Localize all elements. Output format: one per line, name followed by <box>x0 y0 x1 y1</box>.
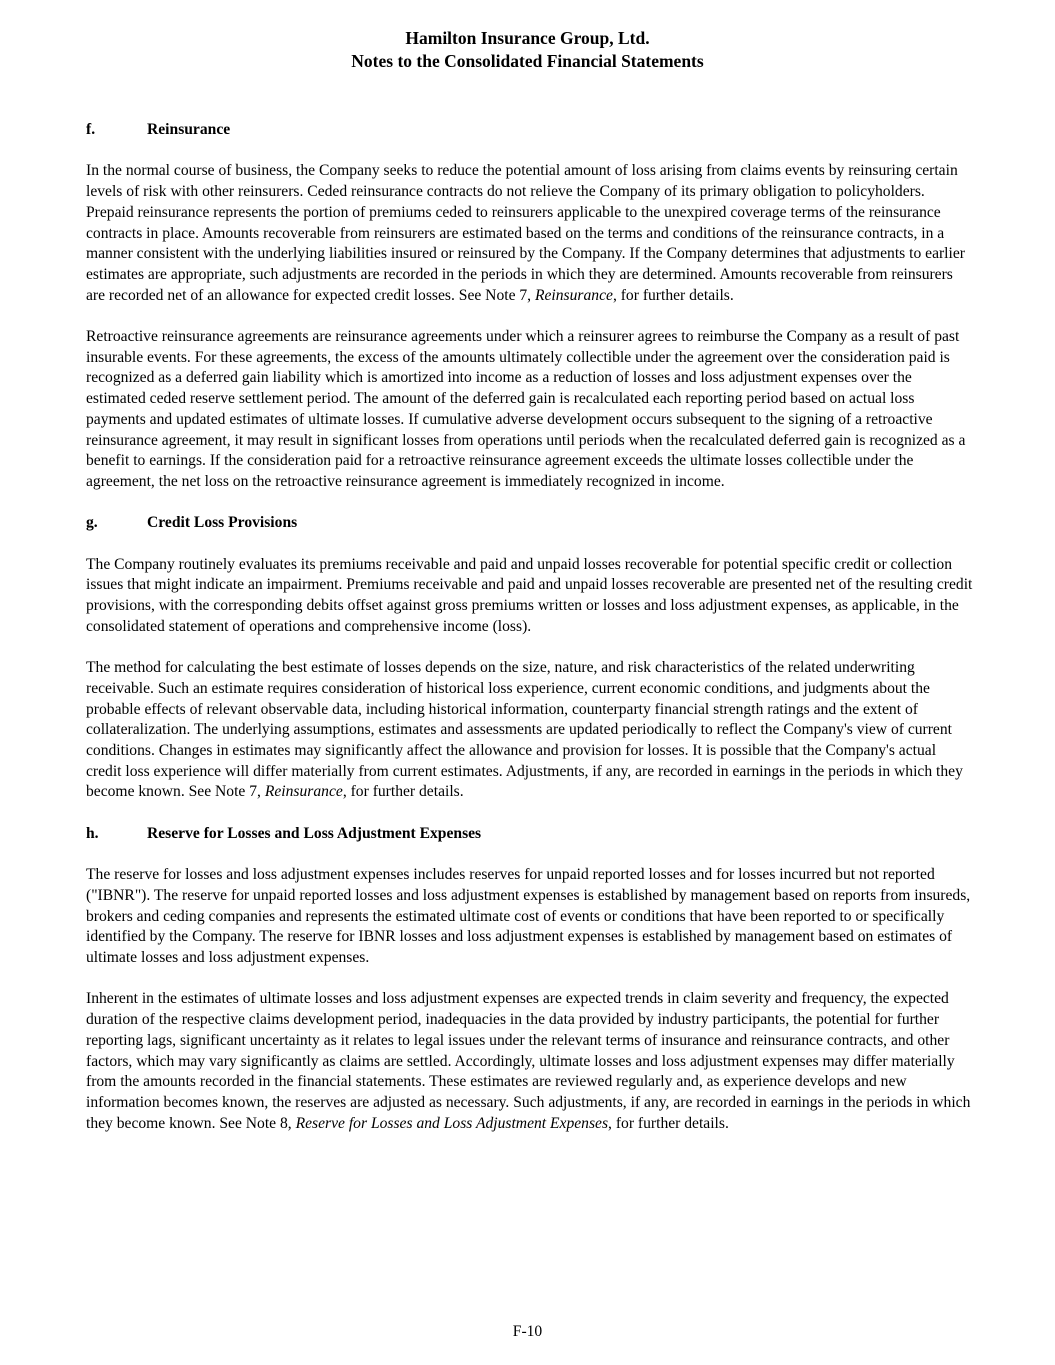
section-letter: h. <box>86 824 99 842</box>
note-reference: Reinsurance <box>264 783 343 801</box>
reinsurance-paragraph-2: Retroactive reinsurance agreements are reinsurance agreements under which a reinsurer agrees to reimburse the Company as a result of past insurable events. For these agreements, the excess of the amounts ultimately collectible under the agreement over the consideration paid is recognized as a deferred gain liability which is amortized into income as a reduction of losses and loss adjustment expenses over the estimated ceded reserve settlement period. The amount of the deferred gain is recalculated each reporting period based on actual loss payments and updated estimates of ultimate losses. If cumulative adverse development occurs subsequent to the signing of a retroactive reinsurance agreement, it may result in significant losses from operations until periods when the recalculated deferred gain is recognized as a benefit to earnings. If the consideration paid for a retroactive reinsurance agreement exceeds the ultimate losses collectible under the agreement, the net loss on the retroactive reinsurance agreement is immediately recognized in income. <box>86 328 966 490</box>
section-title: Credit Loss Provisions <box>147 514 298 532</box>
section-heading-reinsurance <box>86 120 974 141</box>
section-title: Reinsurance <box>147 121 231 138</box>
reinsurance-paragraph-1: In the normal course of business, the Company seeks to reduce the potential amount of loss arising from claims events by reinsuring certain levels of risk with other reinsurers. Ceded reinsurance contracts do not relieve the Company of its primary obligation to policyholders. Prepaid reinsurance represents the portion of premiums ceded to reinsurers applicable to the unexpired coverage terms of the reinsurance contracts in place. Amounts recoverable from reinsurers are estimated based on the terms and conditions of the reinsurance contracts, in a manner consistent with the underlying liabilities insured or reinsured by the Company. If the Company determines that adjustments to earlier estimates are appropriate, such adjustments are recorded in the periods in which they are determined. Amounts recoverable from reinsurers are recorded net of an allowance for expected credit losses. See Note 7, Reinsurance, for further details. <box>86 162 965 304</box>
notes-content <box>86 120 974 1155</box>
section-heading-credit-loss-provisions <box>86 513 974 534</box>
reserve-paragraph-1: The reserve for losses and loss adjustment expenses includes reserves for unpaid reported losses and for losses incurred but not reported ("IBNR"). The reserve for unpaid reported losses and loss adjustment expenses is established by management based on reports from insureds, brokers and ceding companies and represents the estimated ultimate cost of events or conditions that have been reported to or specifically identified by the Company. The reserve for IBNR losses and loss adjustment expenses is established by management based on estimates of ultimate losses and loss adjustment expenses. <box>86 866 971 967</box>
page-header <box>0 27 1055 73</box>
section-heading-reserve-for-losses <box>86 824 974 845</box>
page-title: Notes to the Consolidated Financial Statements <box>351 51 704 71</box>
section-title: Reserve for Losses and Loss Adjustment Expenses <box>147 824 482 842</box>
section-letter: f. <box>86 121 96 138</box>
note-reference: Reinsurance <box>534 286 613 304</box>
note-reference: Reserve for Losses and Loss Adjustment Expenses <box>295 1114 609 1132</box>
reserve-paragraph-2: Inherent in the estimates of ultimate losses and loss adjustment expenses are expected trends in claim severity and frequency, the expected duration of the respective claims development period, inadequacies in the data provided by industry participants, the potential for further reporting lags, significant uncertainty as it relates to legal issues under the relevant terms of insurance and reinsurance contracts, and other factors, which may vary significantly as claims are settled. Accordingly, ultimate losses and loss adjustment expenses may differ materially from the amounts recorded in the financial statements. These estimates are reviewed regularly and, as experience develops and new information becomes known, the reserves are adjusted as necessary. Such adjustments, if any, are recorded in earnings in the periods in which they become known. See Note 8, Reserve for Losses and Loss Adjustment Expenses, for further details. <box>86 990 971 1132</box>
section-letter: g. <box>86 514 98 532</box>
credit-loss-paragraph-1: The Company routinely evaluates its premiums receivable and paid and unpaid losses recoverable for potential specific credit or collection issues that might indicate an impairment. Premiums receivable and paid and unpaid losses recoverable are presented net of the resulting credit provisions, with the corresponding debits offset against gross premiums written or losses and loss adjustment expenses, as applicable, in the consolidated statement of operations and comprehensive income (loss). <box>86 555 973 635</box>
credit-loss-paragraph-2: The method for calculating the best estimate of losses depends on the size, nature, and risk characteristics of the related underwriting receivable. Such an estimate requires consideration of historical loss experience, current economic conditions, and judgments about the probable effects of relevant observable data, including historical information, counterparty financial strength ratings and the extent of collateralization. The underlying assumptions, estimates and assessments are updated periodically to reflect the Company's view of current conditions. Changes in estimates may significantly affect the allowance and provision for losses. It is possible that the Company's actual credit loss experience will differ materially from current estimates. Adjustments, if any, are recorded in earnings in the periods in which they become known. See Note 7, Reinsurance, for further details. <box>86 659 963 801</box>
page-number: F-10 <box>512 1323 543 1340</box>
company-name: Hamilton Insurance Group, Ltd. <box>405 28 650 48</box>
